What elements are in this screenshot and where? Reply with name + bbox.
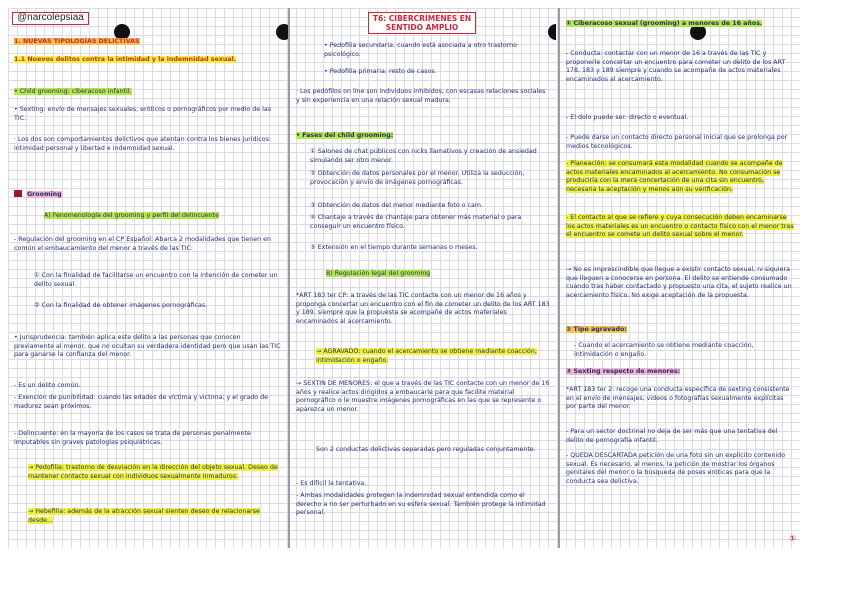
pedofilia-secundaria: • Pedofilia secundaria: cuando está asociada a otro trastorno psicológico.: [324, 42, 517, 58]
fase-2: ② Obtención de datos personales por el menor. Utiliza la seducción, provocación y envío de imágenes pornográficas.: [310, 170, 525, 186]
grooming-heading: Grooming: [14, 190, 282, 200]
section-marker-icon: [14, 190, 22, 197]
binder-hole: [548, 24, 556, 40]
modality-2: ② Con la finalidad de obtener imágenes pornográficas.: [34, 302, 208, 309]
sextin-menores: → SEXTIN DE MENORES: el que a través de las TIC contacte con un menor de 16 años y realice actos dirigidos a embaucarle para que facilite material pornográfico o le muestre imágenes pornográficas en las que se represente o aparezca un menor.: [296, 380, 550, 413]
modality-1: ① Con la finalidad de facilitarse un encuentro con la intención de cometer un delito sexual.: [34, 272, 278, 288]
fase-1: ① Salones de chat públicos con nicks llamativos y creación de ansiedad simulando ser otro menor.: [310, 148, 537, 164]
art-183-ter-2: *ART 183 ter 2: recoge una conducta específica de sexting consistente en el envío de mensajes, videos o fotografías sexualmente explícitas por parte del menor.: [566, 386, 790, 411]
child-grooming-def: • Child grooming: ciberacoso infantil.: [14, 88, 132, 95]
delincuente-text: - Delincuente: en la mayoría de los casos se trata de personas penalmente imputables sin graves patologías psiquiátricas.: [14, 430, 251, 446]
fase-4: ④ Chantaje a través de chantaje para obtener más material o para conseguir un encuentro físico.: [310, 214, 522, 230]
both-conducts-text: · Los dos son comportamientos delictivos que atentan contra los bienes jurídicos: intimidad personal y libertad e indemnidad sexual.: [14, 136, 272, 152]
pedofilia-text: → Pedofilia: trastorno de desviación en la dirección del objeto sexual. Deseo de mantener contacto sexual con individuos sexualmente inmaduros.: [28, 464, 278, 480]
sexting-def: • Sexting: envío de mensajes sexuales, eróticos o pornográficos por medio de las TIC.: [14, 106, 272, 122]
regulacion-legal-heading: B) Regulación legal del grooming: [326, 270, 431, 277]
regulacion-text: - Regulación del grooming en el CP Español: Abarca 2 modalidades que tienen en común el embaucamiento del menor a través de las TIC:: [14, 236, 272, 252]
pedofilia-primaria: • Pedofilia primaria: resto de casos.: [324, 68, 437, 75]
page-number: ①: [789, 534, 796, 544]
agravado-note: → AGRAVADO: cuando el acercamiento se obtiene mediante coacción, intimidación o engaño.: [316, 348, 537, 364]
tentativa-text: - Es difícil la tentativa.: [296, 480, 367, 487]
fases-heading: • Fases del child grooming:: [296, 132, 394, 139]
art-183-ter: *ART 183 ter CP: a través de las TIC contacte con un menor de 16 años y proponga concertar un encuentro con el fin de cometer un delito de los ART 183 y 189, siempre que la propuesta se acompañe de actos materiales encaminados al acercamiento.: [296, 292, 550, 325]
dos-conductas: Son 2 conductas delictivas separadas pero reguladas conjuntamente.: [316, 446, 536, 453]
pedofilos-online: · Los pedófilos on line son individuos inhibidos, con escasas relaciones sociales y sin experiencia en una relación sexual madura.: [296, 88, 546, 104]
author-handle: @narcolepsiaa: [12, 12, 89, 25]
no-imprescindible: → No es imprescindible que llegue a existir contacto sexual, ni siquiera que lleguen a conocerse en persona. El delito se entiende consumado cuando tras haber contactado y propuesto una cita, el sujeto realice un acercamiento físico. No exige aceptación de la propuesta.: [566, 266, 792, 299]
conducta-text: - Conducta: contactar con un menor de 16 a través de las TIC y proponerle concertar un encuentro para cometer un delito de los ART 178, 183 y 189 siempre y cuando se acompañe de actos materiales encaminados al acercamiento.: [566, 50, 786, 83]
hebefilia-text: → Hebefilia: además de la atracción sexual sienten deseo de relacionarse desde...: [28, 508, 260, 524]
contacto-inicial: - Puede darse un contacto directo personal inicial que se prolonga por medios tecnológicos.: [566, 134, 788, 150]
sector-doctrinal: - Para un sector doctrinal no deja de ser más que una tentativa del delito de pornografía infantil.: [566, 428, 778, 444]
delito-comun: - Es un delito común.: [14, 382, 81, 389]
dolo-text: - El dolo puede ser: directo o eventual.: [566, 114, 689, 121]
queda-descartada: - QUEDA DESCARTADA petición de una foto sin un explícito contenido sexual. Es necesario, al menos, la petición de mostrar los órganos genitales del menor o la búsqueda de poses eróticas para que la conducta sea delictiva.: [566, 452, 786, 485]
fase-3: ③ Obtención de datos del menor mediante foto o cam.: [310, 202, 484, 209]
tipo-agravado-heading: ② Tipo agravado:: [566, 326, 627, 333]
fase-5: ⑤ Extensión en el tiempo durante semanas o meses.: [310, 244, 478, 251]
page-middle: [290, 8, 556, 548]
tipo-agravado-desc: - Cuando el acercamiento se obtiene mediante coacción, intimidación o engaño.: [574, 342, 754, 358]
fenomenologia-heading: A) Fenomenología del grooming y perfil del delincuente: [44, 212, 220, 219]
topic-title: T6: CIBERCRÍMENES EN SENTIDO AMPLIO: [368, 12, 476, 34]
contacto-fin: - El contacto al que se refiere y cuya consecución deben encaminarse los actos materiales es un encuentro o contacto físico con el menor tras el encuentro se comete un delito sexual sobre el menor.: [566, 214, 794, 239]
sexting-menores-heading: ③ Sexting respecto de menores:: [566, 368, 681, 375]
acoso-heading: ① Ciberacoso sexual (grooming) a menores de 16 años.: [566, 20, 763, 27]
subchapter-heading: 1.1 Nuevos delitos contra la intimidad y la indemnidad sexual.: [14, 56, 237, 63]
page-left: [8, 8, 288, 548]
notebook-sheet: [8, 8, 800, 548]
planeacion-text: - Planeación: se consumará esta modalidad cuando se acompañe de actos materiales encaminados al acercamiento. No consumación se produciría con la mera concertación de una cita sin encuentro, necesaria la aceptación y menos aún su verificación.: [566, 160, 783, 193]
jurisprudencia-text: • Jurisprudencia: también aplica este delito a las personas que conocen previamente al menor, que no ocultan su verdadera identidad pero que usan las TIC para ganarse la confianza del menor.: [14, 334, 281, 359]
page-right: [560, 8, 800, 548]
exencion-text: - Exención de punibilidad: cuando las edades de víctima y victima; y el grado de madurez sean próximos.: [14, 394, 268, 410]
chapter-heading: 1. NUEVAS TIPOLOGÍAS DELICTIVAS: [14, 38, 140, 45]
ambas-modalidades: - Ambas modalidades protegen la indemnidad sexual entendida como el derecho a no ser perturbado en su esfera sexual. También protege la intimidad personal.: [296, 492, 546, 517]
